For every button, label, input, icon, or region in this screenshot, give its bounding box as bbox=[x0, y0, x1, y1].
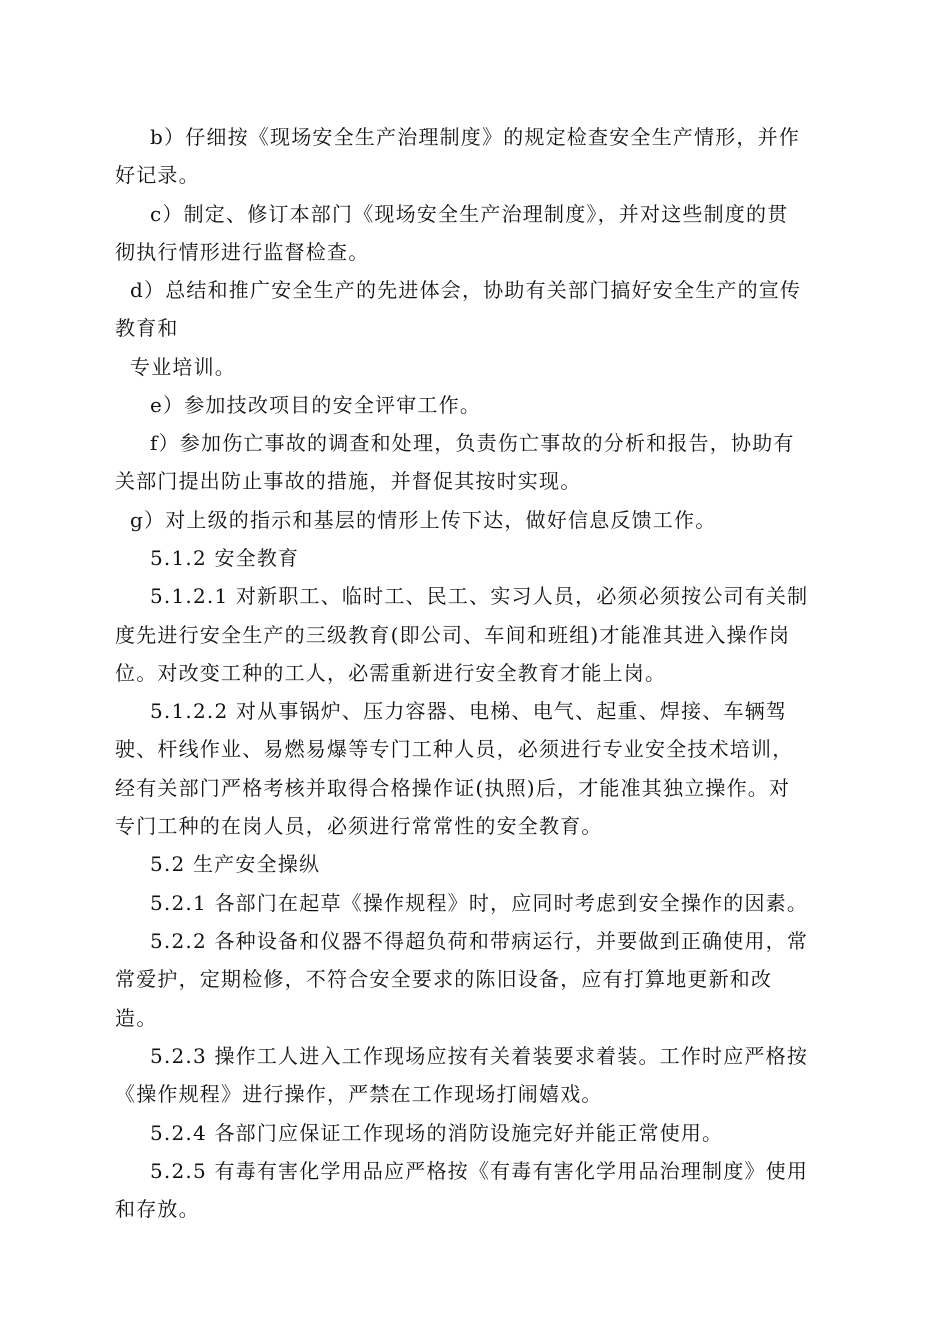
clause-5-2-3-line-2: 《操作规程》进行操作，严禁在工作现场打闹嬉戏。 bbox=[115, 1082, 603, 1106]
clause-5-2-1: 5.2.1 各部门在起草《操作规程》时，应同时考虑到安全操作的因素。 bbox=[150, 891, 809, 915]
paragraph-c-line-2: 彻执行情形进行监督检查。 bbox=[115, 240, 370, 264]
clause-5-1-2-2-line-3: 经有关部门严格考核并取得合格操作证(执照)后，才能准其独立操作。对 bbox=[115, 776, 791, 800]
clause-5-2-2-line-2: 常爱护，定期检修，不符合安全要求的陈旧设备，应有打算地更新和改 bbox=[115, 967, 773, 991]
clause-5-1-2-2-line-4: 专门工种的在岗人员，必须进行常常性的安全教育。 bbox=[115, 814, 603, 838]
section-heading-5-2: 5.2 生产安全操纵 bbox=[150, 852, 321, 876]
paragraph-d-line-2: 教育和 bbox=[115, 316, 179, 340]
clause-5-2-3-line-1: 5.2.3 操作工人进入工作现场应按有关着装要求着装。工作时应严格按 bbox=[150, 1044, 809, 1068]
clause-5-1-2-2-line-2: 驶、杆线作业、易燃易爆等专门工种人员，必须进行专业安全技术培训， bbox=[115, 737, 794, 761]
paragraph-b-line-2: 好记录。 bbox=[115, 163, 200, 187]
section-heading-5-1-2: 5.1.2 安全教育 bbox=[150, 546, 300, 570]
paragraph-g: g）对上级的指示和基层的情形上传下达，做好信息反馈工作。 bbox=[130, 508, 717, 532]
paragraph-f-line-2: 关部门提出防止事故的措施，并督促其按时实现。 bbox=[115, 469, 582, 493]
paragraph-b-line-1: b）仔细按《现场安全生产治理制度》的规定检查安全生产情形，并作 bbox=[150, 125, 801, 149]
paragraph-c-line-1: c）制定、修订本部门《现场安全生产治理制度》，并对这些制度的贯 bbox=[150, 202, 789, 226]
clause-5-1-2-1-line-3: 位。对改变工种的工人，必需重新进行安全教育才能上岗。 bbox=[115, 661, 667, 685]
clause-5-2-4: 5.2.4 各部门应保证工作现场的消防设施完好并能正常使用。 bbox=[150, 1121, 724, 1145]
clause-5-2-5-line-1: 5.2.5 有毒有害化学用品应严格按《有毒有害化学用品治理制度》使用 bbox=[150, 1159, 809, 1183]
clause-5-2-2-line-1: 5.2.2 各种设备和仪器不得超负荷和带病运行，并要做到正确使用，常 bbox=[150, 929, 809, 953]
clause-5-2-5-line-2: 和存放。 bbox=[115, 1197, 200, 1221]
paragraph-e: e）参加技改项目的安全评审工作。 bbox=[150, 393, 482, 417]
paragraph-f-line-1: f）参加伤亡事故的调查和处理，负责伤亡事故的分析和报告，协助有 bbox=[150, 431, 795, 455]
clause-5-1-2-1-line-2: 度先进行安全生产的三级教育(即公司、车间和班组)才能准其进入操作岗 bbox=[115, 623, 791, 647]
paragraph-d-line-3: 专业培训。 bbox=[130, 355, 236, 379]
clause-5-1-2-1-line-1: 5.1.2.1 对新职工、临时工、民工、实习人员，必须必须按公司有关制 bbox=[150, 584, 809, 608]
clause-5-1-2-2-line-1: 5.1.2.2 对从事锅炉、压力容器、电梯、电气、起重、焊接、车辆驾 bbox=[150, 699, 788, 723]
paragraph-d-line-1: d）总结和推广安全生产的先进体会，协助有关部门搞好安全生产的宣传 bbox=[130, 278, 802, 302]
clause-5-2-2-line-3: 造。 bbox=[115, 1006, 158, 1030]
